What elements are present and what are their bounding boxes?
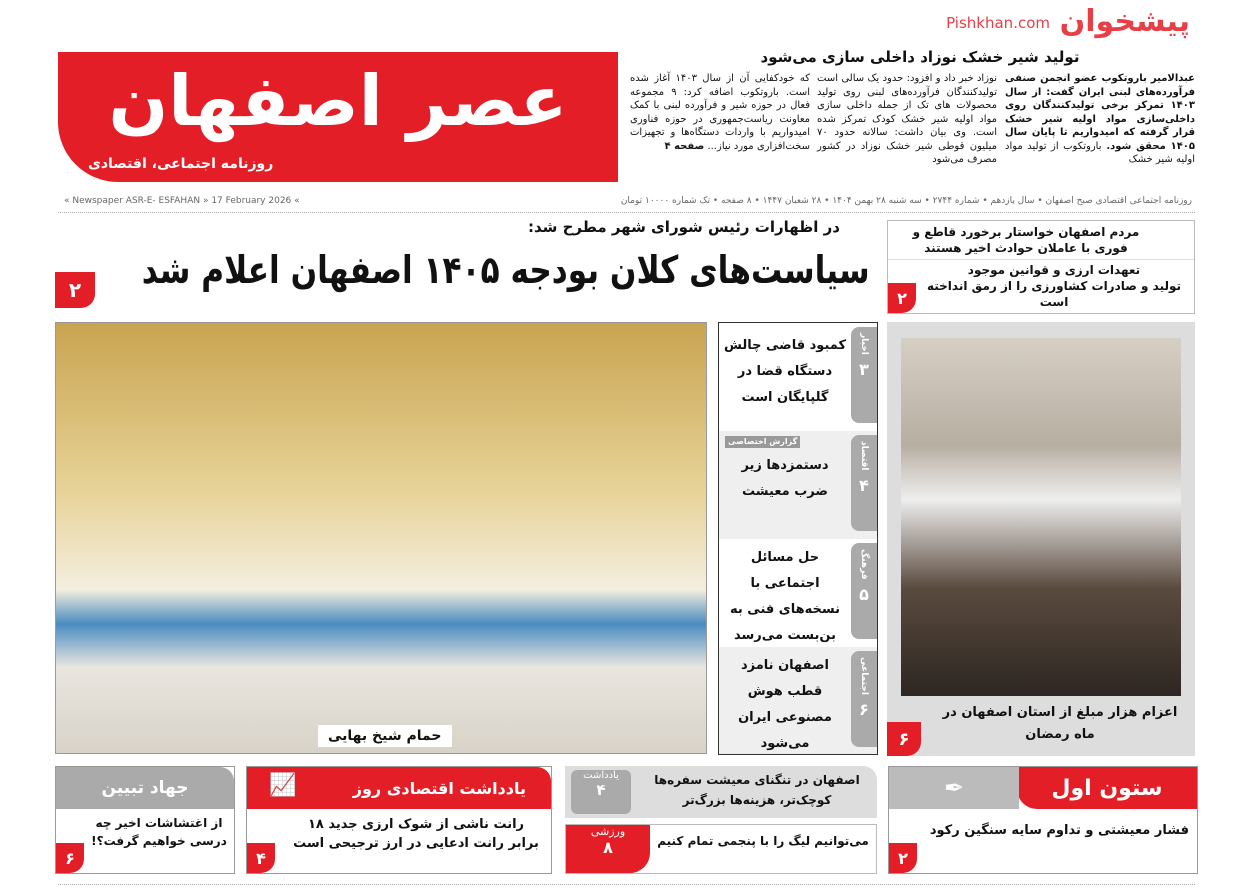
right-top-item-1[interactable]: مردم اصفهان خواستار برخورد قاطع و فوری با عاملان حوادث اخیر هستند [888,221,1194,260]
top-story-col3 [630,72,810,153]
item2-line1: تعهدات ارزی و قوانین موجود [967,263,1141,277]
economic-note-header: یادداشت اقتصادی روز [247,767,551,809]
brief-item[interactable] [719,539,877,647]
watermark-logo: پیشخوان [1059,4,1190,39]
note-box[interactable] [565,766,877,818]
jihad-box[interactable] [55,766,235,874]
right-top-page[interactable]: ۲ [888,283,916,313]
headline-page-number[interactable]: ۲ [55,272,95,308]
tab-label: اخبار [859,333,869,355]
note-page: ۴ [596,781,606,799]
sport-box[interactable] [565,824,877,874]
section-tab [851,435,877,531]
right-photo-caption[interactable]: اعزام هزار مبلغ از استان اصفهان در ماه رمضان [942,705,1178,742]
brief-item[interactable] [719,323,877,431]
note-label [571,770,631,814]
section-tab [851,651,877,747]
sport-title: می‌توانیم لیگ را با پنجمی تمام کنیم [657,834,869,848]
tab-page: ۵ [859,584,869,604]
logo-text: عصر اصفهان [108,60,568,142]
brief-title: اصفهان نامزد قطب هوش مصنوعی ایران می‌شود [738,658,832,751]
jihad-title: از اغتشاشات اخیر چه درسی خواهیم گرفت؟! [91,816,227,848]
economic-note-title: رانت ناشی از شوک ارزی جدید ۱۸ برابر رانت ادعایی در ارز ترجیحی است [293,817,539,851]
tab-page: ۳ [859,359,869,379]
dateline-fa: روزنامه اجتماعی اقتصادی صبح اصفهان • سال یازدهم • شماره ۲۷۴۴ • سه شنبه ۲۸ بهمن ۱۴۰۴ • ۲۸ شعبان ۱۴۴۷ • ۸ صفحه • تک شماره ۱۰۰۰۰ تومان [620,196,1192,206]
jihad-page: ۶ [56,843,84,873]
first-column-title: فشار معیشتی و تداوم سایه سنگین رکود [929,823,1189,838]
fountain-pen-icon: ✒ [889,767,1019,809]
main-photo[interactable] [55,322,707,754]
col3-text: که خودکفایی آن از سال ۱۴۰۳ آغاز شده است. باروتکوب اضافه کرد: ۹ مجموعه فعال در حوزه شیر و فرآورده لبنی با کمک معاونت ریاست‌جمهوری در حوزه فناوری امیدواریم با واردات دستگاه‌ها و تجهیزات سخت‌افزاری مورد نیاز... [630,73,811,152]
tab-label: اجتماعی [859,657,869,695]
first-column-header: ستون اول [1017,767,1197,809]
right-photo[interactable] [901,338,1181,696]
right-top-item-2[interactable] [888,260,1194,310]
sport-label [566,825,650,873]
item2-line2: تولید و صادرات کشاورزی را از رمق انداخته است [926,279,1182,309]
watermark-url: Pishkhan.com [946,14,1050,32]
top-story-title: تولید شیر خشک نوزاد داخلی سازی می‌شود [760,48,1080,66]
brief-title: کمبود قاضی چالش دستگاه قضا در گلپایگان است [723,338,847,405]
note-label-text: یادداشت [583,770,619,781]
brief-title: حل مسائل اجتماعی با نسخه‌های فنی به بن‌بست می‌رسد [730,550,840,643]
brief-item[interactable] [719,647,877,754]
divider [58,212,1195,213]
exclusive-badge: گزارش اختصاصی [725,436,800,448]
economic-note-page: ۴ [247,843,275,873]
main-headline: سیاست‌های کلان بودجه ۱۴۰۵ اصفهان اعلام شد [142,248,870,292]
main-photo-caption: حمام شیخ بهایی [318,725,452,747]
main-subhead: در اظهارات رئیس شورای شهر مطرح شد: [527,218,840,236]
section-tab [851,543,877,639]
bottom-divider [58,884,1195,885]
jihad-header: جهاد تبیین [56,767,234,809]
tab-page: ۴ [859,475,869,495]
chart-notepad-icon: 📈 [269,773,297,798]
lead-text: عبدالامیر باروتکوب عضو انجمن صنفی فرآورده‌های لبنی ایران گفت: از سال ۱۴۰۳ تمرکز برخی تولیدکنندگان روی داخلی‌سازی مواد اولیه شیر خشک قرار گرفته که امیدواریم تا پایان سال ۱۴۰۵ محقق شود. [1005,73,1196,152]
sidebar-briefs [718,322,878,755]
tab-label: فرهنگ [859,549,869,580]
note-title: اصفهان در تنگنای معیشت سفره‌ها کوچک‌تر، هزینه‌ها بزرگ‌تر [654,773,860,807]
top-story-col2: نوزاد خبر داد و افزود: حدود یک سالی است تولیدکنندگان فرآورده‌های لبنی روی تولید محصولات های تک از جمله داخلی سازی مواد اولیه شیر خشک کودک تمرکز شده است. وی بیان داشت: سالانه حدود ۷۰ میلیون قوطی شیر خشک نوزاد در کشور مصرف می‌شود [817,73,997,165]
first-column-page: ۲ [889,843,917,873]
section-tab [851,327,877,423]
right-photo-box [887,322,1195,756]
tab-page: ۶ [859,699,869,719]
dateline-en: « Newspaper ASR-E- ESFAHAN » 17 February 2026 « [64,196,300,206]
page-ref: صفحه ۴ [664,140,705,152]
right-top-box [887,220,1195,314]
top-story-lead [1005,72,1195,167]
lead-tail: باروتکوب از تولید مواد اولیه شیر خشک [1005,140,1195,165]
right-photo-page[interactable]: ۶ [887,722,921,756]
brief-title: دستمزدها زیر ضرب معیشت [741,458,829,499]
tab-label: اقتصاد [859,441,869,471]
brief-item[interactable] [719,431,877,539]
masthead-logo [58,52,618,182]
first-column-box[interactable] [888,766,1198,874]
sport-label-text: ورزشی [590,825,626,838]
economic-note-box[interactable] [246,766,552,874]
logo-subtitle: روزنامه اجتماعی، اقتصادی [88,156,274,172]
sport-page: ۸ [603,838,613,857]
